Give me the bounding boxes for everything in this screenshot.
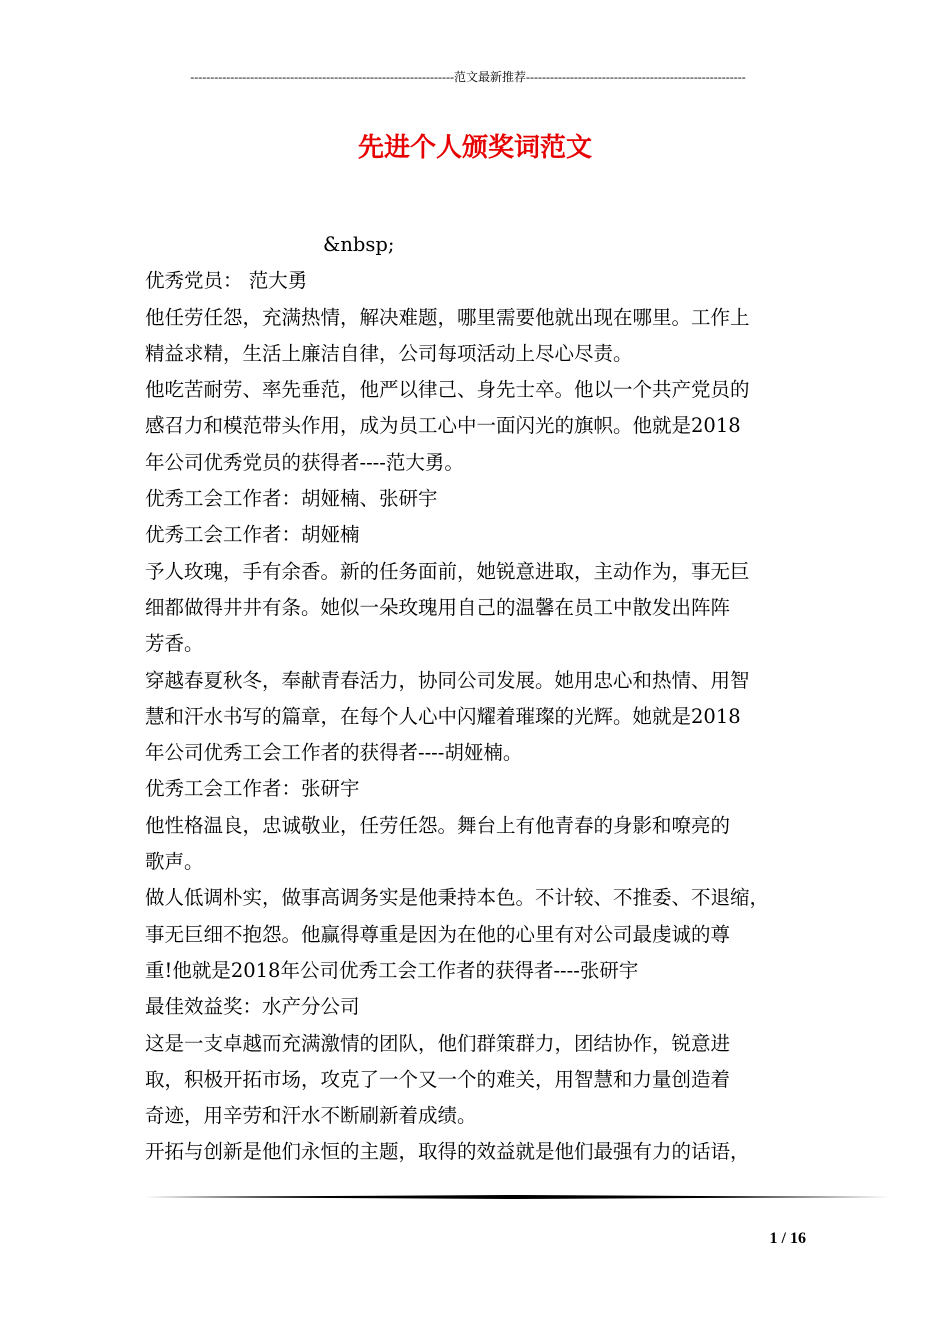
body-line: 感召力和模范带头作用，成为员工心中一面闪光的旗帜。他就是2018 [145, 414, 741, 438]
body-line: 最佳效益奖：水产分公司 [145, 995, 360, 1019]
body-line: &nbsp; [323, 233, 395, 256]
body-line: 优秀工会工作者：张研宇 [145, 777, 360, 801]
body-line: 歌声。 [145, 850, 204, 874]
body-line: 精益求精，生活上廉洁自律，公司每项活动上尽心尽责。 [145, 341, 633, 365]
body-line: 芳香。 [145, 632, 204, 656]
body-line: 重!他就是2018年公司优秀工会工作者的获得者----张研宇 [145, 958, 639, 982]
header-banner: ------------------------------------------------------------------范文最新推荐------------------------------------------------------- [190, 70, 746, 84]
body-line: 奇迹，用辛劳和汗水不断刷新着成绩。 [145, 1104, 477, 1128]
body-line: 年公司优秀工会工作者的获得者----胡娅楠。 [145, 741, 523, 765]
body-line: 开拓与创新是他们永恒的主题，取得的效益就是他们最强有力的话语， [145, 1140, 750, 1164]
body-line: 做人低调朴实，做事高调务实是他秉持本色。不计较、不推委、不退缩， [145, 886, 770, 910]
body-line: 予人玫瑰，手有余香。新的任务面前，她锐意进取，主动作为，事无巨 [145, 559, 750, 583]
body-line: 穿越春夏秋冬，奉献青春活力，协同公司发展。她用忠心和热情、用智 [145, 668, 750, 692]
body-line: 优秀党员： 范大勇 [145, 269, 308, 293]
body-line: 取，积极开拓市场，攻克了一个又一个的难关，用智慧和力量创造着 [145, 1067, 731, 1091]
body-line: 慧和汗水书写的篇章，在每个人心中闪耀着璀璨的光辉。她就是2018 [145, 704, 741, 728]
body-line: 事无巨细不抱怨。他赢得尊重是因为在他的心里有对公司最虔诚的尊 [145, 922, 731, 946]
body-line: 优秀工会工作者：胡娅楠、张研宇 [145, 487, 438, 511]
body-line: 他吃苦耐劳、率先垂范，他严以律己、身先士卒。他以一个共产党员的 [145, 378, 750, 402]
document-body [145, 227, 810, 1171]
body-line: 他性格温良，忠诚敬业，任劳任怨。舞台上有他青春的身影和嘹亮的 [145, 813, 731, 837]
body-line: 这是一支卓越而充满激情的团队，他们群策群力，团结协作，锐意进 [145, 1031, 731, 1055]
footer-rule [145, 1195, 890, 1199]
body-line: 他任劳任怨，充满热情，解决难题，哪里需要他就出现在哪里。工作上 [145, 305, 750, 329]
body-line: 优秀工会工作者：胡娅楠 [145, 523, 360, 547]
document-title: 先进个人颁奖词范文 [357, 133, 592, 163]
body-line: 细都做得井井有条。她似一朵玫瑰用自己的温馨在员工中散发出阵阵 [145, 595, 731, 619]
page-number: 1 / 16 [769, 1230, 806, 1247]
body-line: 年公司优秀党员的获得者----范大勇。 [145, 450, 464, 474]
